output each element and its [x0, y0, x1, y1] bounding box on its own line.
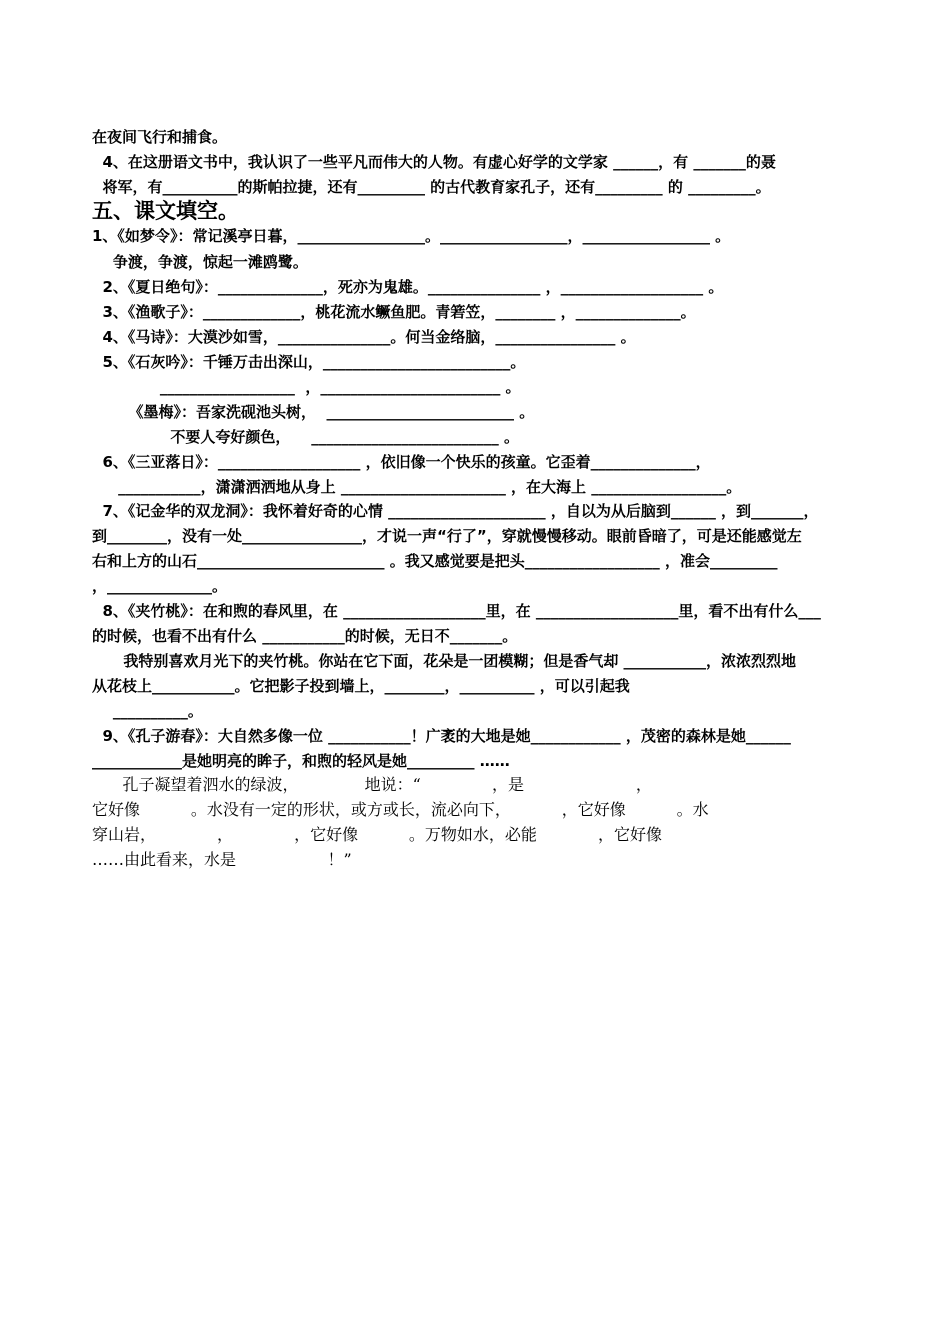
text-line: 9、《孔子游春》：大自然多像一位 ___________！广袤的大地是她____________ ，茂密的森林是她______ — [92, 727, 791, 745]
text-line: 8、《夹竹桃》：在和煦的春风里，在 ___________________里，在 ___________________里，看不出有什么___ — [92, 602, 821, 620]
text-line: 我特别喜欢月光下的夹竹桃。你站在它下面，花朵是一团模糊；但是香气却 ___________，浓浓烈烈地 — [92, 652, 797, 670]
text-line: 6、《三亚落日》：___________________ ，依旧像一个快乐的孩童。它歪着______________， — [92, 453, 711, 471]
text-line: 2、《夏日绝句》：______________，死亦为鬼雄。_______________ ，___________________ 。 — [92, 278, 724, 296]
text-line: __________________ ，________________________ 。 — [92, 378, 521, 396]
text-line: 4、在这册语文书中，我认识了一些平凡而伟大的人物。有虚心好学的文学家 ______，有 _______的聂 — [92, 153, 776, 171]
text-line: 将军，有__________的斯帕拉捷，还有_________ 的古代教育家孔子，还有_________ 的 _________。 — [92, 178, 771, 196]
text-line: 从花枝上___________。它把影子投到墙上，________，__________ ，可以引起我 — [92, 677, 630, 695]
text-line: ___________，潇潇洒洒地从身上 ______________________ ，在大海上 __________________。 — [92, 478, 742, 496]
text-line: 在夜间飞行和捕食。 — [92, 128, 228, 146]
text-line: 3、《渔歌子》：_____________，桃花流水鳜鱼肥。青箬笠，________ ，______________。 — [92, 303, 696, 321]
text-line: 的时候，也看不出有什么 ___________的时候，无日不_______。 — [92, 627, 518, 645]
text-line: 不要人夸好颜色， _________________________ 。 — [92, 428, 519, 446]
text-line: 《墨梅》：吾家洗砚池头树， _________________________ 。 — [92, 403, 535, 421]
section-heading: 五、课文填空。 — [92, 199, 239, 223]
text-line: 7、《记金华的双龙洞》：我怀着好奇的心情 _____________________ ，自以为从后脑到______ ，到_______， — [92, 502, 819, 520]
text-line: 1、《如梦令》：常记溪亭日暮，_________________。_________________，_________________ 。 — [92, 227, 731, 245]
text-line: 孔子凝望着泗水的绿波， 地说：“ ，是 ， — [92, 775, 652, 794]
text-line: 它好像 。水没有一定的形状，或方或长，流必向下， ，它好像 。水 — [92, 800, 709, 819]
text-line: 4、《马诗》：大漠沙如雪，_______________。何当金络脑，________________ 。 — [92, 328, 636, 346]
text-line: 到________，没有一处________________，才说一声“行了”，穿就慢慢移动。眼前昏暗了，可是还能感觉左 — [92, 527, 802, 545]
text-line: ……由此看来，水是 ！” — [92, 850, 352, 869]
text-line: 右和上方的山石_________________________ 。我又感觉要是把头__________________ ，准会_________ — [92, 552, 778, 570]
text-line: 穿山岩， ， ，它好像 。万物如水，必能 ，它好像 — [92, 825, 662, 844]
text-line: ____________是她明亮的眸子，和煦的轻风是她_________ …… — [92, 752, 510, 770]
text-line: 争渡，争渡，惊起一滩鸥鹭。 — [92, 253, 308, 271]
text-line: __________。 — [92, 702, 203, 720]
text-line: 5、《石灰吟》：千锤万击出深山，_________________________。 — [92, 353, 526, 371]
text-line: ，______________。 — [92, 577, 228, 595]
